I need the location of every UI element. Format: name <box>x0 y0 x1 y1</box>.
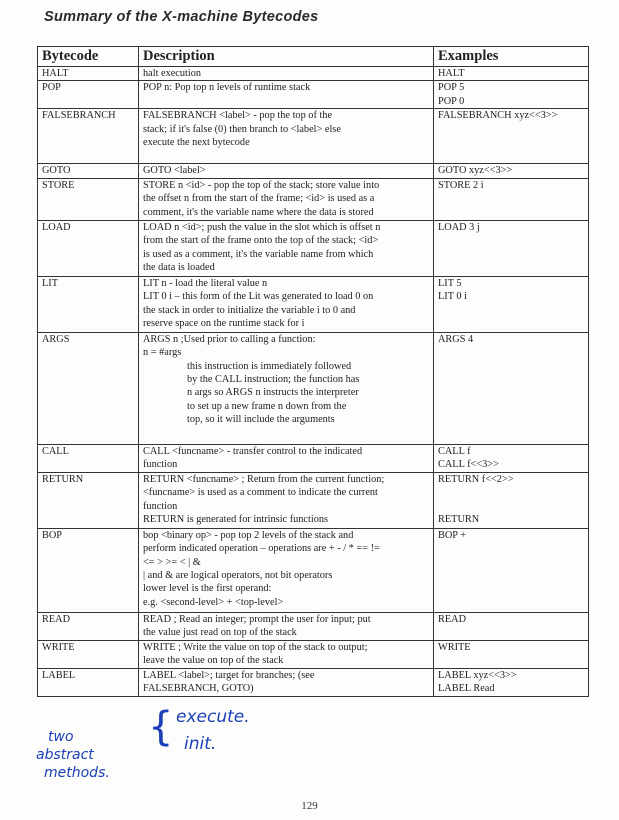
table-row <box>38 472 589 528</box>
description-line: e.g. <second-level> + <top-level> <box>143 596 284 608</box>
bytecode-cell: POP <box>38 81 139 109</box>
handwritten-note-right <box>176 704 250 758</box>
description-line: by the CALL instruction; the function has <box>187 374 360 386</box>
bytecode-cell: LOAD <box>38 220 139 276</box>
description-line: this instruction is immediately followed <box>187 360 352 372</box>
example-line: HALT <box>438 68 465 79</box>
examples-cell <box>434 81 589 109</box>
bytecode-cell: HALT <box>38 67 139 81</box>
example-line: FALSEBRANCH xyz<<3>> <box>438 110 558 122</box>
example-line: RETURN <box>438 514 480 525</box>
examples-cell <box>434 276 589 332</box>
description-cell <box>139 178 434 220</box>
description-line: n args so ARGS n instructs the interpreter <box>187 387 359 399</box>
table-row <box>38 178 589 220</box>
description-line: CALL <funcname> - transfer control to the indicated <box>143 445 363 457</box>
description-line: the value just read on top of the stack <box>143 627 297 639</box>
examples-cell <box>434 472 589 528</box>
example-line: GOTO xyz<<3>> <box>438 165 513 177</box>
description-line: LIT 0 i – this form of the Lit was generated to load 0 on <box>143 291 374 303</box>
example-line: CALL f<<3>> <box>438 459 499 471</box>
description-line: top, so it will include the arguments <box>187 414 335 426</box>
description-line: ARGS n ;Used prior to calling a function: <box>143 333 316 345</box>
description-line: to set up a new frame n down from the <box>187 400 347 412</box>
example-line: STORE 2 i <box>438 179 484 191</box>
example-line: POP 0 <box>438 95 465 107</box>
header-bytecode: Bytecode <box>38 47 139 67</box>
examples-cell <box>434 528 589 612</box>
example-line: LIT 5 <box>438 277 462 289</box>
examples-cell <box>434 612 589 640</box>
description-line: RETURN <funcname> ; Return from the current function; <box>143 473 385 485</box>
bytecode-cell: READ <box>38 612 139 640</box>
table-row <box>38 612 589 640</box>
description-line: n = #args <box>143 347 182 359</box>
table-row <box>38 332 589 444</box>
description-cell <box>139 67 434 81</box>
example-line: READ <box>438 613 467 625</box>
description-line: comment, it's the variable name where the data is stored <box>143 206 374 218</box>
header-description: Description <box>139 47 434 67</box>
description-cell <box>139 220 434 276</box>
header-examples: Examples <box>434 47 589 67</box>
page-title: Summary of the X-machine Bytecodes <box>44 9 319 25</box>
example-line: LOAD 3 j <box>438 221 480 233</box>
examples-cell <box>434 444 589 472</box>
description-cell <box>139 640 434 668</box>
description-line: function <box>143 500 178 512</box>
table-row <box>38 668 589 696</box>
example-line: CALL f <box>438 445 471 457</box>
table-row <box>38 67 589 81</box>
bytecode-cell: STORE <box>38 178 139 220</box>
description-line: <= > >= < | & <box>143 556 201 568</box>
description-line: function <box>143 459 178 471</box>
description-line: STORE n <id> - pop the top of the stack; store value into <box>143 179 380 191</box>
examples-cell <box>434 178 589 220</box>
description-line: <funcname> is used as a comment to indicate the current <box>143 487 378 499</box>
example-line: LIT 0 i <box>438 291 467 303</box>
description-line: perform indicated operation – operations are + - / * == != <box>143 543 380 555</box>
page-number: 129 <box>301 800 318 812</box>
description-line: | and & are logical operators, not bit operators <box>143 570 333 582</box>
handwritten-word: execute. <box>176 707 250 727</box>
table-row <box>38 640 589 668</box>
description-cell <box>139 444 434 472</box>
description-line: LOAD n <id>; push the value in the slot which is offset n <box>143 221 381 233</box>
table-row <box>38 220 589 276</box>
description-cell <box>139 528 434 612</box>
description-line: FALSEBRANCH, GOTO) <box>143 683 254 695</box>
example-line <box>438 486 584 499</box>
handwritten-word: methods. <box>44 765 110 781</box>
description-line: LABEL <label>; target for branches; (see <box>143 669 315 681</box>
bytecode-cell: GOTO <box>38 164 139 178</box>
description-line: bop <binary op> - pop top 2 levels of the stack and <box>143 529 354 541</box>
examples-cell <box>434 332 589 444</box>
description-line: lower level is the first operand: <box>143 583 272 595</box>
example-line: BOP + <box>438 529 467 541</box>
example-line: POP 5 <box>438 82 465 94</box>
description-cell <box>139 164 434 178</box>
example-line: RETURN f<<2>> <box>438 473 514 485</box>
table-row <box>38 109 589 164</box>
bytecode-cell: LIT <box>38 276 139 332</box>
handwritten-word: two <box>48 729 74 745</box>
examples-cell <box>434 220 589 276</box>
description-cell <box>139 668 434 696</box>
description-line: execute the next bytecode <box>143 137 250 149</box>
description-line: FALSEBRANCH <label> - pop the top of the <box>143 110 333 122</box>
description-cell <box>139 332 434 444</box>
bytecode-cell: FALSEBRANCH <box>38 109 139 164</box>
table-row <box>38 81 589 109</box>
table-row <box>38 528 589 612</box>
description-line: halt execution <box>143 68 202 79</box>
description-line: the offset n from the start of the frame; <id> is used as a <box>143 193 375 205</box>
example-line: LABEL xyz<<3>> <box>438 669 517 681</box>
examples-cell <box>434 640 589 668</box>
examples-cell <box>434 164 589 178</box>
description-line: is used as a comment, it's the variable name from which <box>143 248 374 260</box>
description-line: the stack in order to initialize the variable i to 0 and <box>143 304 356 316</box>
description-line: POP n: Pop top n levels of runtime stack <box>143 82 311 94</box>
bytecode-cell: CALL <box>38 444 139 472</box>
table-row <box>38 164 589 178</box>
table-row <box>38 444 589 472</box>
example-line: ARGS 4 <box>438 333 474 345</box>
bytecode-cell: RETURN <box>38 472 139 528</box>
description-cell <box>139 472 434 528</box>
description-line: stack; if it's false (0) then branch to <label> else <box>143 123 341 135</box>
examples-cell <box>434 109 589 164</box>
bytecode-cell: LABEL <box>38 668 139 696</box>
example-line <box>438 500 584 513</box>
handwritten-note-left <box>36 728 110 782</box>
description-line: leave the value on top of the stack <box>143 655 284 667</box>
examples-cell <box>434 668 589 696</box>
description-line: the data is loaded <box>143 262 215 274</box>
handwritten-word: init. <box>184 734 217 754</box>
description-line: from the start of the frame onto the top of the stack; <id> <box>143 235 379 247</box>
description-cell <box>139 109 434 164</box>
description-cell <box>139 276 434 332</box>
description-line: RETURN is generated for intrinsic functions <box>143 514 329 526</box>
bytecode-cell: BOP <box>38 528 139 612</box>
description-cell <box>139 81 434 109</box>
handwritten-word: abstract <box>36 747 94 763</box>
description-line: WRITE ; Write the value on top of the stack to output; <box>143 641 368 653</box>
description-cell <box>139 612 434 640</box>
handwritten-brace: { <box>148 704 174 750</box>
bytecode-table <box>37 46 589 697</box>
description-line: READ ; Read an integer; prompt the user for input; put <box>143 613 371 625</box>
bytecode-cell: ARGS <box>38 332 139 444</box>
bytecode-cell: WRITE <box>38 640 139 668</box>
examples-cell <box>434 67 589 81</box>
description-line: LIT n - load the literal value n <box>143 277 268 289</box>
example-line: WRITE <box>438 641 471 653</box>
table-row <box>38 276 589 332</box>
example-line: LABEL Read <box>438 683 495 695</box>
table-header-row <box>38 47 589 67</box>
description-line: GOTO <label> <box>143 165 206 177</box>
description-line: reserve space on the runtime stack for i <box>143 318 305 330</box>
